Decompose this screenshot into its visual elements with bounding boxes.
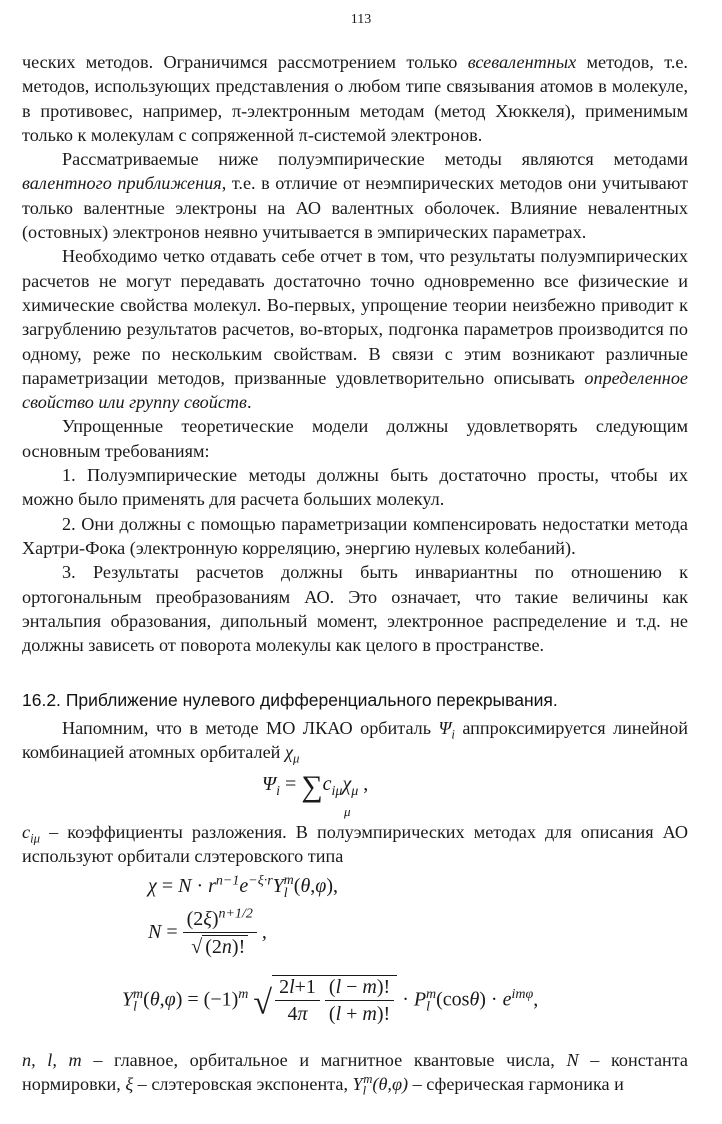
equation-spherical-harmonic: $Y_l^m(\theta,\varphi) = (-1)^m$ √ $\frac{2l+1}{4\pi}$ $\frac{(l - m)!}{(l + m)!}$ · $P_l^m(\cos\theta) \cdot e^{im\varphi}$, xyxy=(122,976,539,1025)
section-title: Приближение нулевого дифференциального перекрывания. xyxy=(65,690,558,710)
equation-normalization: N = $\frac{(2\xi)^{n+1/2}}{√ (2n)!}$ , xyxy=(148,906,267,958)
paragraph-3: Необходимо четко отдавать себе отчет в том, что результаты полуэмпирических расчетов не могут передавать достаточно точно одновременно все физические и химические свойства молекул. Во-первых, упрощение теории неизбежно приводит к загрублению результатов расчетов, во-вторых, подгонка параметров производится по одному, реже по нескольким свойствам. В связи с этим возникают различные параметризации методов, призванные удовлетворительно описывать определенное свойство или группу свойств. xyxy=(22,246,688,413)
body-text-upper xyxy=(22,50,688,657)
requirement-3: 3. Результаты расчетов должны быть инвариантны по отношению к ортогональным преобразованиям АО. Это означает, что такие величины как энтальпия образования, дипольный момент, электронное распределение и т.д. не должны зависеть от поворота молекулы как целого в пространстве. xyxy=(22,562,688,656)
equation-lcao: $\Psi_i = \sum c_{i\mu}\chi_\mu$ , μ xyxy=(262,770,369,819)
page-number: 113 xyxy=(350,12,372,27)
requirement-2: 2. Они должны с помощью параметризации компенсировать недостатки метода Хартри-Фока (электронную корреляцию, энергию нулевых колебаний). xyxy=(22,513,688,558)
intro-paragraph: Напомним, что в методе МО ЛКАО орбиталь $\Psi_i$ аппроксимируется линейной комбинацией атомных орбиталей $\chi_\mu$ xyxy=(22,718,688,766)
paragraph-4: Упрощенные теоретические модели должны удовлетворять следующим основным требованиям: xyxy=(22,416,688,461)
equation-slater-orbital: $\chi = N \cdot r^{n-1}e^{-\xi\cdot r}Y_l^m(\theta,\varphi)$, xyxy=(148,873,339,901)
quantum-numbers-paragraph: n, l, m – главное, орбитальное и магнитное квантовые числа, N – константа нормировки, ξ – слэтеровская экспонента, $Y_l^m(\theta,\varphi)$ – сферическая гармоника и xyxy=(22,1050,689,1098)
coefficients-paragraph: $c_{i\mu}$ – коэффициенты разложения. В полуэмпирических методах для описания АО используют орбитали слэтеровского типа xyxy=(22,822,688,867)
section-number: 16.2. xyxy=(22,690,61,710)
section-heading xyxy=(22,689,688,711)
paragraph-1: ческих методов. Ограничимся рассмотрением только всевалентных методов, т.е. методов, использующих представления о любом типе связывания атомов в молекуле, в противовес, например, π-электронным методам (метод Хюккеля), применимым только к молекулам с сопряженной π-системой электронов. xyxy=(22,52,688,145)
requirement-1: 1. Полуэмпирические методы должны быть достаточно просты, чтобы их можно было применять для расчета больших молекул. xyxy=(22,465,688,510)
paragraph-2: Рассматриваемые ниже полуэмпирические методы являются методами валентного приближения, т.е. в отличие от неэмпирических методов они учитывают только валентные электроны на АО валентных оболочек. Влияние невалентных (остовных) электронов неявно учитывается в эмпирических параметрах. xyxy=(22,149,688,243)
